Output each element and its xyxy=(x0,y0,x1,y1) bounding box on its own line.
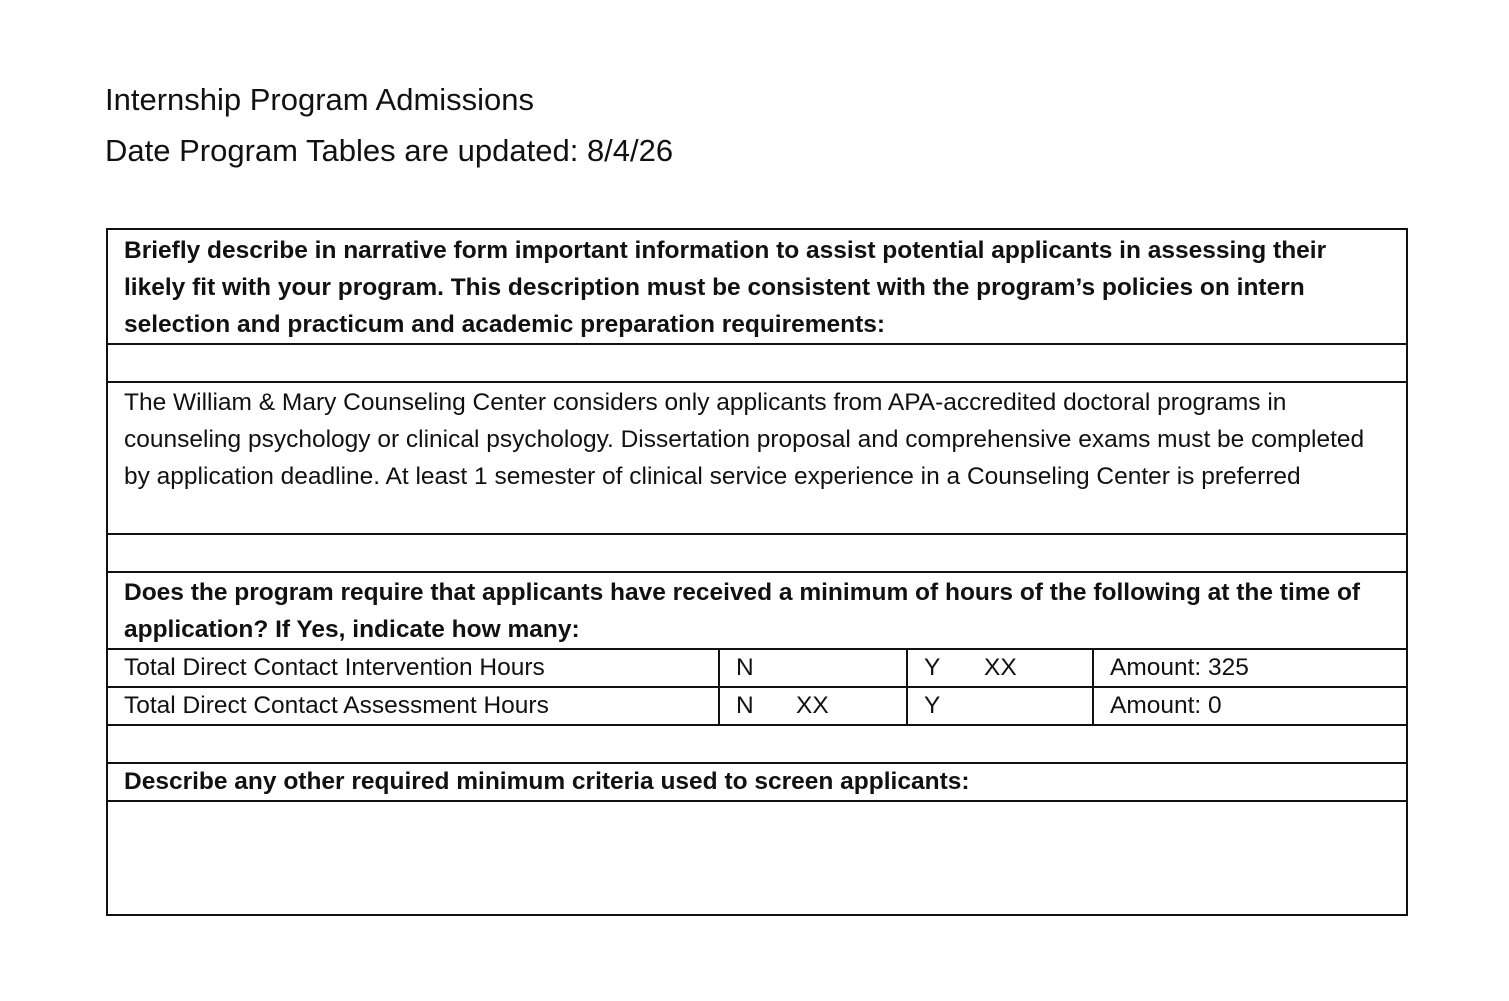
spacer-cell xyxy=(107,534,1407,572)
page-title: Internship Program Admissions xyxy=(105,82,535,117)
hours-label: Total Direct Contact Assessment Hours xyxy=(107,687,719,725)
yes-cell xyxy=(907,687,1093,725)
amount-cell: Amount: 325 xyxy=(1093,649,1407,687)
no-label: N xyxy=(736,654,754,681)
spacer-row xyxy=(107,344,1407,382)
spacer-cell xyxy=(107,344,1407,382)
page-header xyxy=(105,74,1105,176)
yes-mark: XX xyxy=(984,654,1017,681)
no-label: N xyxy=(736,692,754,719)
no-cell xyxy=(719,687,907,725)
hours-question-prompt: Does the program require that applicants have received a minimum of hours of the following at the time of application? If Yes, indicate how many: xyxy=(107,572,1407,649)
hours-row-intervention xyxy=(107,649,1407,687)
yes-cell xyxy=(907,649,1093,687)
spacer-row xyxy=(107,534,1407,572)
amount-cell: Amount: 0 xyxy=(1093,687,1407,725)
hours-row-assessment xyxy=(107,687,1407,725)
fit-answer-row xyxy=(107,382,1407,534)
criteria-question-prompt: Describe any other required minimum criteria used to screen applicants: xyxy=(107,763,1407,801)
criteria-answer-row xyxy=(107,801,1407,915)
fit-question-prompt: Briefly describe in narrative form important information to assist potential applicants in assessing their likely fit with your program. This description must be consistent with the program’s policies on intern selection and practicum and academic preparation requirements: xyxy=(107,229,1407,344)
hours-label: Total Direct Contact Intervention Hours xyxy=(107,649,719,687)
hours-question-row xyxy=(107,572,1407,649)
fit-question-row xyxy=(107,229,1407,344)
updated-date-line: Date Program Tables are updated: 8/4/26 xyxy=(105,133,674,168)
yes-label: Y xyxy=(924,692,941,719)
fit-answer-text: The William & Mary Counseling Center considers only applicants from APA-accredited doctoral programs in counseling psychology or clinical psychology. Dissertation proposal and comprehensive exams must be completed by application deadline. At least 1 semester of clinical service experience in a Counseling Center is preferred xyxy=(107,382,1407,534)
no-mark: XX xyxy=(796,692,829,719)
spacer-row xyxy=(107,725,1407,763)
no-cell xyxy=(719,649,907,687)
criteria-answer-text xyxy=(107,801,1407,915)
criteria-question-row xyxy=(107,763,1407,801)
admissions-table xyxy=(106,228,1408,916)
yes-label: Y xyxy=(924,654,941,681)
spacer-cell xyxy=(107,725,1407,763)
